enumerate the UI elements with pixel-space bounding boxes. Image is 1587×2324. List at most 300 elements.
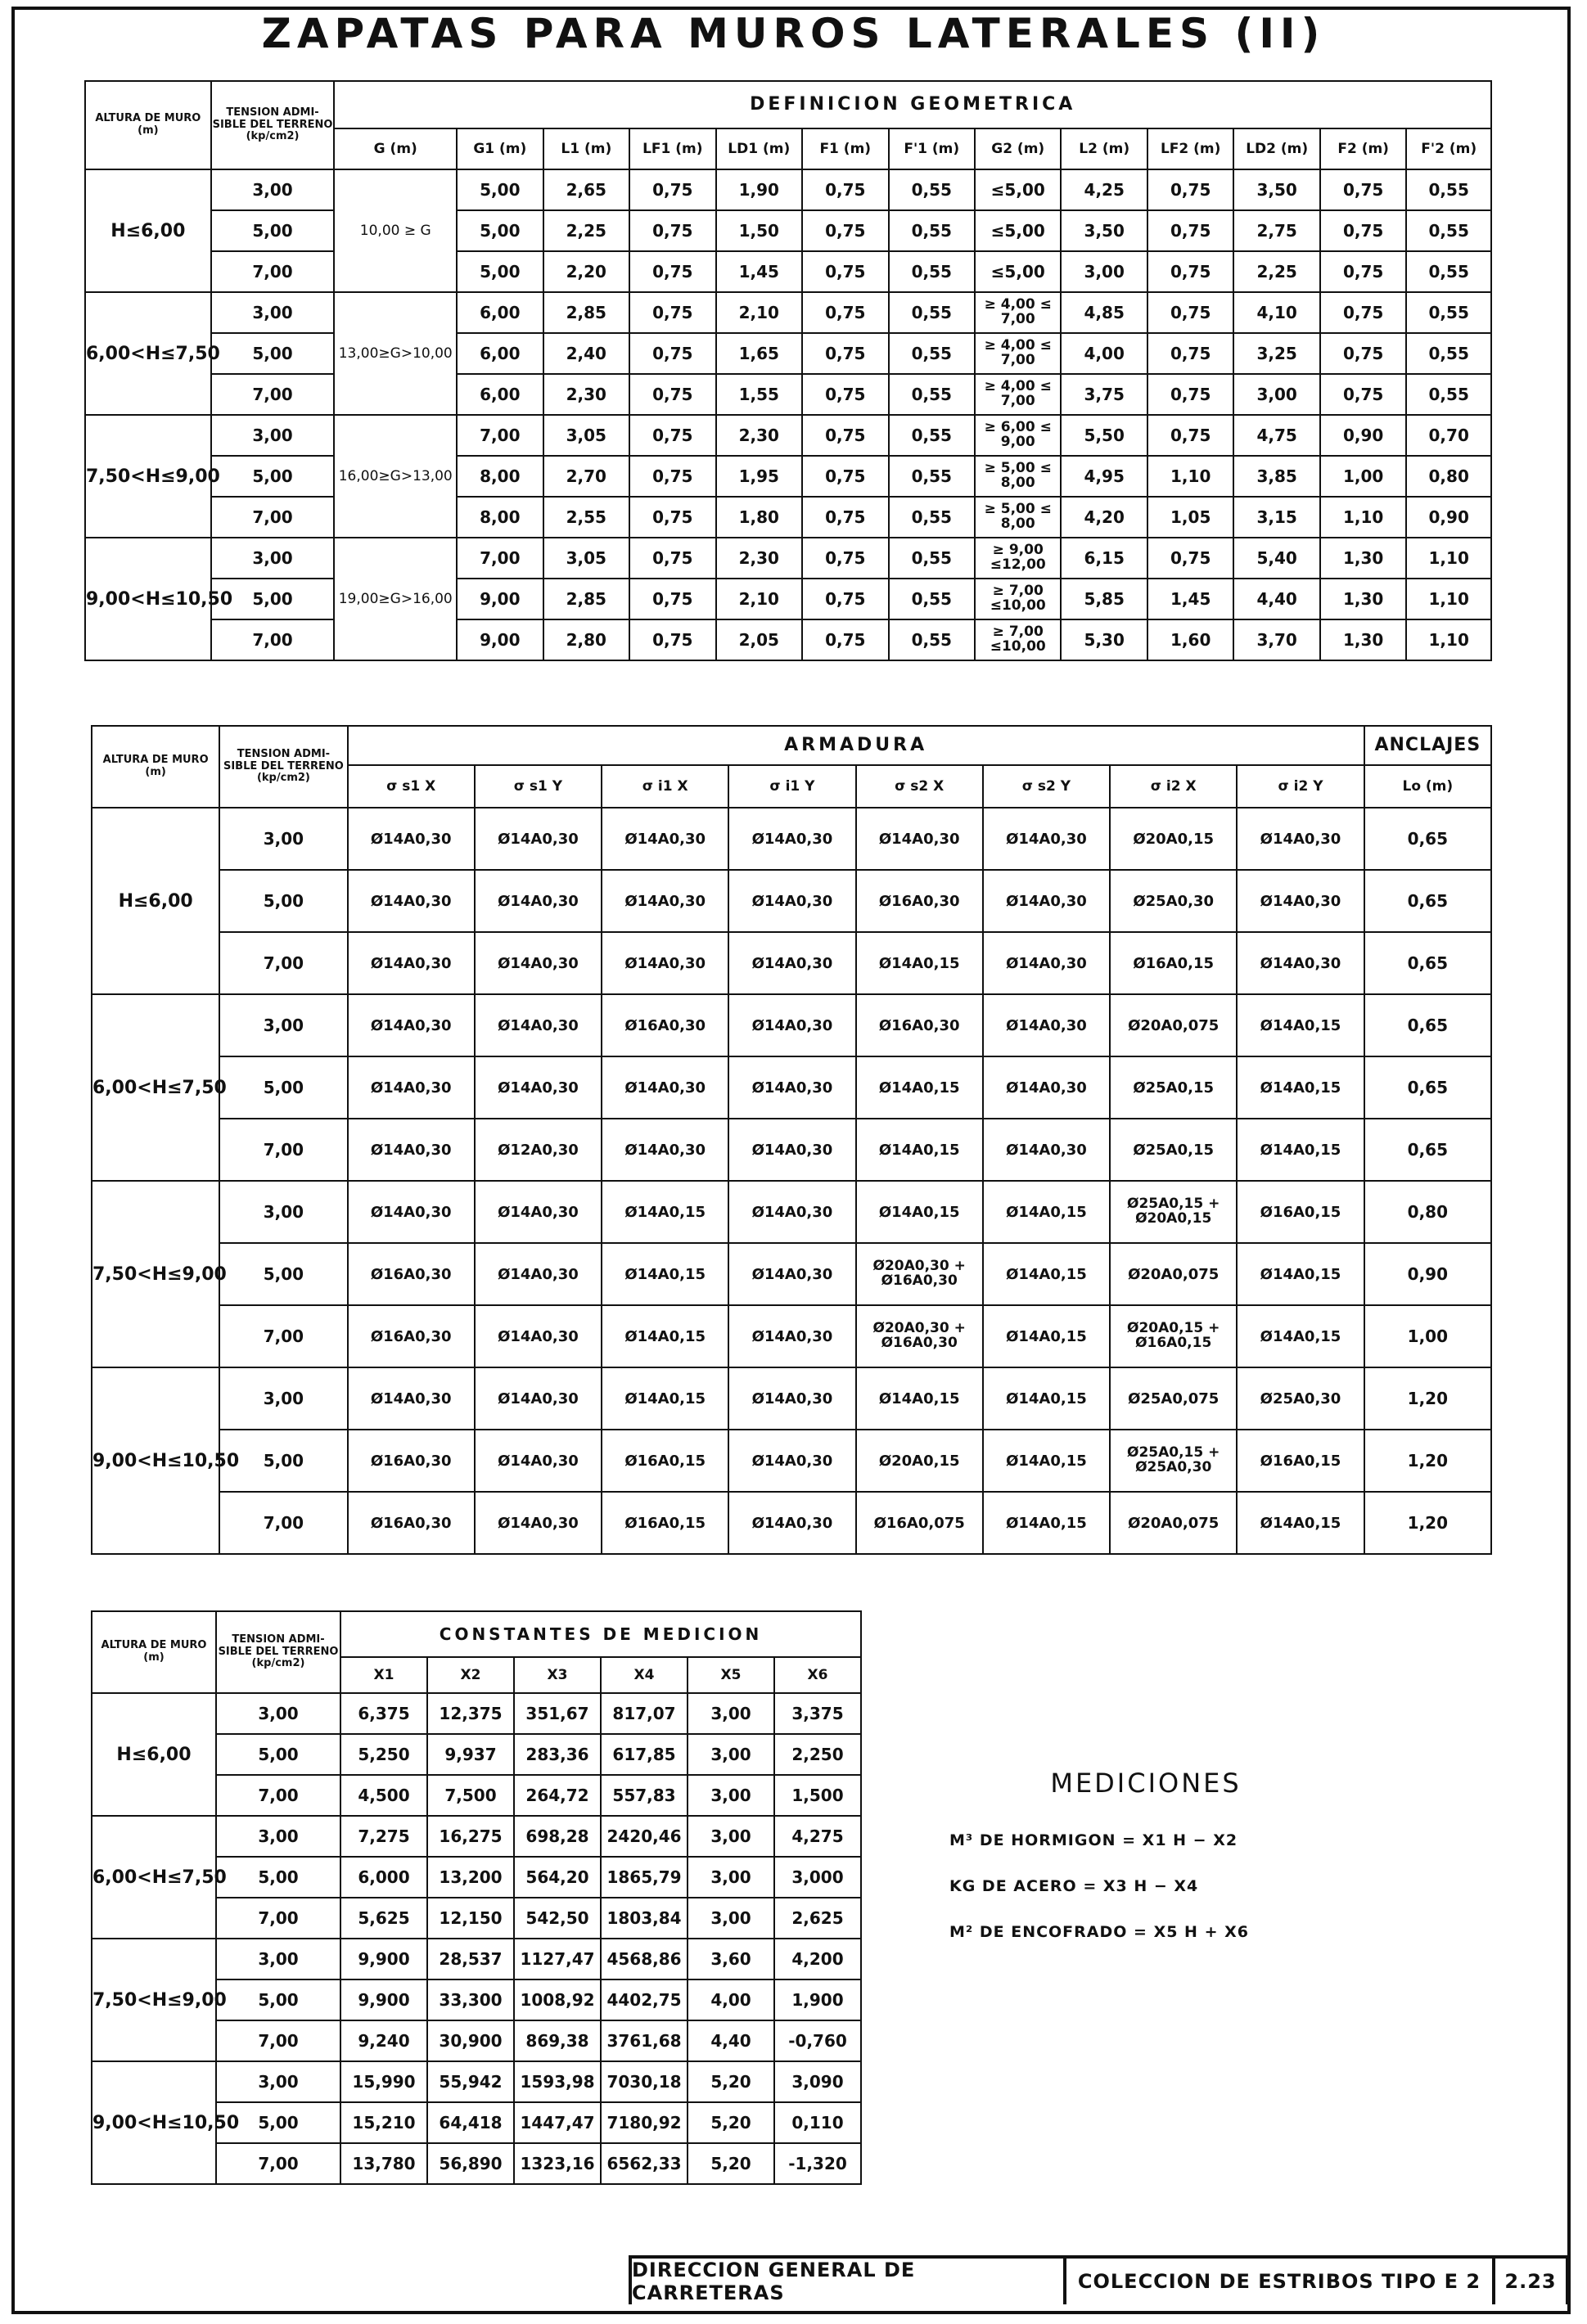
value-cell: 0,75 [1320, 210, 1406, 251]
tension-cell: 7,00 [216, 2143, 340, 2184]
column-header: LD1 (m) [716, 128, 802, 169]
tension-cell: 5,00 [211, 579, 335, 619]
value-cell: 3,85 [1233, 456, 1319, 497]
value-cell: 0,75 [629, 210, 715, 251]
tension-cell: 7,00 [211, 497, 335, 538]
value-cell: 0,70 [1406, 415, 1491, 456]
table-row [85, 333, 1491, 374]
rebar-cell: Ø16A0,15 [1110, 932, 1237, 994]
value-cell: 2,30 [716, 415, 802, 456]
value-cell: 4,95 [1061, 456, 1147, 497]
value-cell: 3,50 [1061, 210, 1147, 251]
tension-cell: 5,00 [216, 2102, 340, 2143]
value-cell: 1,80 [716, 497, 802, 538]
table-row [85, 292, 1491, 333]
rebar-cell: Ø14A0,15 [856, 1367, 983, 1430]
value-cell: 3,00 [1061, 251, 1147, 292]
column-header: L1 (m) [543, 128, 629, 169]
constant-cell: 1865,79 [601, 1857, 688, 1898]
value-cell: ≥ 4,00 ≤ 7,00 [975, 333, 1061, 374]
rebar-cell: Ø14A0,30 [348, 870, 475, 932]
rebar-cell: Ø14A0,30 [728, 1492, 855, 1554]
g-range-cell: 19,00≥G>16,00 [334, 538, 457, 660]
rebar-cell: Ø14A0,30 [728, 1243, 855, 1305]
value-cell: 1,10 [1406, 619, 1491, 660]
rebar-cell: Ø14A0,30 [728, 1181, 855, 1243]
value-cell: 0,55 [889, 456, 975, 497]
value-cell: 2,20 [543, 251, 629, 292]
rebar-cell: Ø14A0,15 [983, 1430, 1110, 1492]
value-cell: 6,00 [457, 374, 543, 415]
value-cell: 0,75 [802, 169, 888, 210]
value-cell: ≥ 7,00 ≤10,00 [975, 619, 1061, 660]
constant-cell: 4,500 [340, 1775, 427, 1816]
value-cell: 4,10 [1233, 292, 1319, 333]
rebar-cell: Ø20A0,075 [1110, 1243, 1237, 1305]
value-cell: 1,90 [716, 169, 802, 210]
value-cell: ≥ 5,00 ≤ 8,00 [975, 456, 1061, 497]
constant-cell: 264,72 [514, 1775, 601, 1816]
column-header: σ s1 X [348, 765, 475, 808]
constant-cell: 3,000 [774, 1857, 861, 1898]
rebar-cell: Ø16A0,30 [602, 994, 728, 1056]
rebar-cell: Ø14A0,30 [983, 808, 1110, 870]
value-cell: 0,75 [629, 292, 715, 333]
constant-cell: -1,320 [774, 2143, 861, 2184]
constant-cell: 5,625 [340, 1898, 427, 1939]
value-cell: 0,55 [889, 579, 975, 619]
mediciones-title: MEDICIONES [1050, 1768, 1242, 1799]
value-cell: 2,40 [543, 333, 629, 374]
tension-cell: 3,00 [219, 1181, 347, 1243]
rebar-cell: Ø14A0,30 [856, 808, 983, 870]
rebar-cell: Ø20A0,15 [1110, 808, 1237, 870]
value-cell: 5,00 [457, 169, 543, 210]
table-row [85, 579, 1491, 619]
value-cell: 8,00 [457, 497, 543, 538]
tension-cell: 5,00 [211, 333, 335, 374]
reinforcement-table [91, 725, 1492, 1555]
column-header: σ i1 X [602, 765, 728, 808]
rebar-cell: Ø14A0,15 [983, 1492, 1110, 1554]
rebar-cell: Ø14A0,30 [983, 1119, 1110, 1181]
altura-range-cell: 9,00<H≤10,50 [92, 2061, 216, 2184]
value-cell: ≤5,00 [975, 169, 1061, 210]
constant-cell: 28,537 [427, 1939, 514, 1979]
value-cell: 0,75 [629, 497, 715, 538]
value-cell: 0,55 [889, 210, 975, 251]
altura-range-cell: H≤6,00 [92, 1693, 216, 1816]
value-cell: ≤5,00 [975, 251, 1061, 292]
column-header: σ i2 X [1110, 765, 1237, 808]
rebar-cell: Ø16A0,30 [348, 1430, 475, 1492]
constant-cell: 12,375 [427, 1693, 514, 1734]
value-cell: 5,85 [1061, 579, 1147, 619]
geometry-heading: DEFINICION GEOMETRICA [334, 81, 1491, 128]
value-cell: 1,45 [1147, 579, 1233, 619]
rebar-cell: Ø14A0,30 [475, 1305, 602, 1367]
table-row [92, 1056, 1491, 1119]
tension-cell: 3,00 [211, 415, 335, 456]
tension-cell: 5,00 [219, 1056, 347, 1119]
value-cell: 2,75 [1233, 210, 1319, 251]
tension-cell: 5,00 [216, 1857, 340, 1898]
column-header: F1 (m) [802, 128, 888, 169]
value-cell: 0,75 [1147, 374, 1233, 415]
tension-cell: 5,00 [211, 456, 335, 497]
value-cell: 0,55 [889, 497, 975, 538]
tension-cell: 3,00 [216, 1816, 340, 1857]
value-cell: 0,75 [1147, 169, 1233, 210]
value-cell: 1,05 [1147, 497, 1233, 538]
value-cell: 0,55 [889, 415, 975, 456]
table-row [85, 169, 1491, 210]
footer-organization: DIRECCION GENERAL DE CARRETERAS [629, 2255, 1066, 2304]
footer-collection: COLECCION DE ESTRIBOS TIPO E 2 [1066, 2255, 1495, 2304]
constant-cell: 5,20 [688, 2143, 774, 2184]
constant-cell: 542,50 [514, 1898, 601, 1939]
rebar-cell: Ø14A0,15 [856, 1181, 983, 1243]
table-row [85, 415, 1491, 456]
title-block [629, 2255, 1569, 2304]
constant-cell: 3,60 [688, 1939, 774, 1979]
page-title: ZAPATAS PARA MUROS LATERALES (II) [261, 10, 1326, 57]
value-cell: 0,55 [889, 333, 975, 374]
value-cell: 0,75 [802, 538, 888, 579]
constant-cell: 1,900 [774, 1979, 861, 2020]
footer-page-number: 2.23 [1495, 2255, 1569, 2304]
value-cell: ≥ 4,00 ≤ 7,00 [975, 292, 1061, 333]
constant-cell: 3,00 [688, 1898, 774, 1939]
constant-cell: 12,150 [427, 1898, 514, 1939]
constant-cell: 617,85 [601, 1734, 688, 1775]
anchorage-cell: 1,20 [1364, 1430, 1491, 1492]
rebar-cell: Ø14A0,30 [348, 1367, 475, 1430]
value-cell: 0,55 [1406, 251, 1491, 292]
table-row [92, 808, 1491, 870]
rebar-cell: Ø14A0,15 [1237, 1305, 1364, 1367]
value-cell: 5,00 [457, 210, 543, 251]
rebar-cell: Ø14A0,15 [856, 1056, 983, 1119]
constant-cell: 6,000 [340, 1857, 427, 1898]
rebar-cell: Ø14A0,30 [728, 1305, 855, 1367]
value-cell: 3,15 [1233, 497, 1319, 538]
rebar-cell: Ø16A0,30 [348, 1492, 475, 1554]
tension-header: TENSION ADMI-SIBLE DEL TERRENO (kp/cm2) [211, 81, 335, 169]
value-cell: 2,05 [716, 619, 802, 660]
value-cell: 1,95 [716, 456, 802, 497]
rebar-cell: Ø20A0,30 + Ø16A0,30 [856, 1305, 983, 1367]
column-header: L2 (m) [1061, 128, 1147, 169]
table-row [92, 1181, 1491, 1243]
rebar-cell: Ø14A0,30 [602, 1056, 728, 1119]
constant-cell: 1127,47 [514, 1939, 601, 1979]
rebar-cell: Ø14A0,30 [728, 870, 855, 932]
constant-cell: 9,900 [340, 1979, 427, 2020]
value-cell: 3,70 [1233, 619, 1319, 660]
table-row [92, 1430, 1491, 1492]
rebar-cell: Ø14A0,30 [475, 932, 602, 994]
armadura-heading: ARMADURA [348, 726, 1364, 765]
rebar-cell: Ø20A0,15 + Ø16A0,15 [1110, 1305, 1237, 1367]
rebar-cell: Ø14A0,30 [1237, 870, 1364, 932]
column-header: σ s1 Y [475, 765, 602, 808]
constant-cell: -0,760 [774, 2020, 861, 2061]
column-header: G2 (m) [975, 128, 1061, 169]
constant-cell: 5,20 [688, 2102, 774, 2143]
constant-cell: 4,275 [774, 1816, 861, 1857]
constant-cell: 6562,33 [601, 2143, 688, 2184]
value-cell: 6,00 [457, 333, 543, 374]
column-header: LD2 (m) [1233, 128, 1319, 169]
rebar-cell: Ø14A0,30 [348, 994, 475, 1056]
altura-range-cell: 9,00<H≤10,50 [92, 1367, 219, 1554]
constant-cell: 1593,98 [514, 2061, 601, 2102]
value-cell: 0,75 [802, 579, 888, 619]
value-cell: 0,75 [629, 579, 715, 619]
column-header: LF2 (m) [1147, 128, 1233, 169]
constant-cell: 698,28 [514, 1816, 601, 1857]
value-cell: 0,80 [1406, 456, 1491, 497]
value-cell: ≥ 6,00 ≤ 9,00 [975, 415, 1061, 456]
constant-cell: 30,900 [427, 2020, 514, 2061]
rebar-cell: Ø25A0,15 + Ø25A0,30 [1110, 1430, 1237, 1492]
value-cell: 1,10 [1406, 538, 1491, 579]
table-row [92, 2061, 861, 2102]
constant-cell: 15,990 [340, 2061, 427, 2102]
rebar-cell: Ø14A0,30 [348, 808, 475, 870]
table-row [92, 1939, 861, 1979]
altura-range-cell: 6,00<H≤7,50 [92, 1816, 216, 1939]
anchorage-cell: 0,65 [1364, 932, 1491, 994]
rebar-cell: Ø14A0,30 [602, 1119, 728, 1181]
value-cell: 1,65 [716, 333, 802, 374]
value-cell: 0,75 [629, 169, 715, 210]
rebar-cell: Ø14A0,15 [602, 1367, 728, 1430]
column-header: σ i2 Y [1237, 765, 1364, 808]
constant-cell: 56,890 [427, 2143, 514, 2184]
constant-cell: 2,625 [774, 1898, 861, 1939]
rebar-cell: Ø14A0,30 [728, 1367, 855, 1430]
value-cell: 4,25 [1061, 169, 1147, 210]
constant-cell: 557,83 [601, 1775, 688, 1816]
rebar-cell: Ø14A0,30 [728, 994, 855, 1056]
rebar-cell: Ø16A0,15 [602, 1492, 728, 1554]
constant-cell: 7,275 [340, 1816, 427, 1857]
rebar-cell: Ø14A0,30 [728, 1056, 855, 1119]
value-cell: 0,75 [1320, 292, 1406, 333]
tension-cell: 7,00 [216, 1775, 340, 1816]
altura-range-cell: 6,00<H≤7,50 [85, 292, 211, 415]
constant-cell: 4402,75 [601, 1979, 688, 2020]
value-cell: 9,00 [457, 619, 543, 660]
altura-range-cell: H≤6,00 [85, 169, 211, 292]
rebar-cell: Ø14A0,15 [1237, 1243, 1364, 1305]
rebar-cell: Ø20A0,075 [1110, 1492, 1237, 1554]
value-cell: 3,05 [543, 538, 629, 579]
value-cell: 0,75 [1320, 374, 1406, 415]
value-cell: 0,75 [802, 619, 888, 660]
formula-encofrado: M² DE ENCOFRADO = X5 H + X6 [949, 1923, 1249, 1941]
anchorage-cell: 0,65 [1364, 1056, 1491, 1119]
rebar-cell: Ø14A0,30 [348, 1181, 475, 1243]
value-cell: 1,10 [1147, 456, 1233, 497]
tension-cell: 7,00 [219, 932, 347, 994]
tension-cell: 3,00 [216, 1939, 340, 1979]
altura-range-cell: 9,00<H≤10,50 [85, 538, 211, 660]
constant-cell: 564,20 [514, 1857, 601, 1898]
constant-cell: 3,090 [774, 2061, 861, 2102]
constant-cell: 7030,18 [601, 2061, 688, 2102]
constant-cell: 4,200 [774, 1939, 861, 1979]
rebar-cell: Ø16A0,15 [1237, 1430, 1364, 1492]
rebar-cell: Ø14A0,30 [475, 1367, 602, 1430]
rebar-cell: Ø16A0,15 [602, 1430, 728, 1492]
tension-cell: 3,00 [219, 1367, 347, 1430]
rebar-cell: Ø14A0,30 [983, 1056, 1110, 1119]
value-cell: ≥ 5,00 ≤ 8,00 [975, 497, 1061, 538]
anchorage-cell: 0,65 [1364, 1119, 1491, 1181]
tension-cell: 3,00 [211, 538, 335, 579]
table-row [92, 1492, 1491, 1554]
value-cell: 2,85 [543, 579, 629, 619]
constantes-heading: CONSTANTES DE MEDICION [340, 1611, 861, 1657]
value-cell: 5,40 [1233, 538, 1319, 579]
anclajes-heading: ANCLAJES [1364, 726, 1491, 765]
value-cell: 4,75 [1233, 415, 1319, 456]
constant-cell: 3,00 [688, 1693, 774, 1734]
altura-range-cell: H≤6,00 [92, 808, 219, 994]
column-header: σ s2 Y [983, 765, 1110, 808]
rebar-cell: Ø25A0,15 [1110, 1056, 1237, 1119]
constant-cell: 3,00 [688, 1816, 774, 1857]
tension-header: TENSION ADMI-SIBLE DEL TERRENO (kp/cm2) [216, 1611, 340, 1693]
rebar-cell: Ø14A0,30 [602, 808, 728, 870]
value-cell: ≥ 7,00 ≤10,00 [975, 579, 1061, 619]
constant-cell: 33,300 [427, 1979, 514, 2020]
rebar-cell: Ø14A0,15 [856, 932, 983, 994]
rebar-cell: Ø20A0,15 [856, 1430, 983, 1492]
tension-cell: 5,00 [216, 1979, 340, 2020]
value-cell: 0,75 [802, 292, 888, 333]
altura-range-cell: 7,50<H≤9,00 [85, 415, 211, 538]
constant-cell: 3761,68 [601, 2020, 688, 2061]
value-cell: 0,55 [1406, 169, 1491, 210]
rebar-cell: Ø14A0,30 [983, 870, 1110, 932]
value-cell: 0,55 [889, 374, 975, 415]
constant-cell: 1447,47 [514, 2102, 601, 2143]
value-cell: 2,30 [716, 538, 802, 579]
value-cell: 5,50 [1061, 415, 1147, 456]
value-cell: 2,70 [543, 456, 629, 497]
tension-cell: 7,00 [211, 374, 335, 415]
rebar-cell: Ø14A0,30 [348, 932, 475, 994]
altura-header: ALTURA DE MURO (m) [85, 81, 211, 169]
tension-cell: 7,00 [216, 1898, 340, 1939]
constant-cell: 351,67 [514, 1693, 601, 1734]
constant-cell: 1323,16 [514, 2143, 601, 2184]
constant-cell: 5,250 [340, 1734, 427, 1775]
value-cell: 0,75 [802, 497, 888, 538]
value-cell: 0,55 [889, 619, 975, 660]
constant-cell: 7180,92 [601, 2102, 688, 2143]
value-cell: 7,00 [457, 415, 543, 456]
column-header: F2 (m) [1320, 128, 1406, 169]
altura-header: ALTURA DE MURO (m) [92, 1611, 216, 1693]
value-cell: 2,55 [543, 497, 629, 538]
rebar-cell: Ø14A0,15 [1237, 1119, 1364, 1181]
rebar-cell: Ø14A0,15 [856, 1119, 983, 1181]
column-header: G1 (m) [457, 128, 543, 169]
tension-cell: 5,00 [219, 1430, 347, 1492]
rebar-cell: Ø14A0,30 [475, 1243, 602, 1305]
rebar-cell: Ø16A0,30 [348, 1243, 475, 1305]
column-header: X1 [340, 1657, 427, 1693]
value-cell: 0,75 [802, 251, 888, 292]
table-row [92, 1119, 1491, 1181]
rebar-cell: Ø14A0,30 [1237, 932, 1364, 994]
value-cell: 2,30 [543, 374, 629, 415]
constant-cell: 2,250 [774, 1734, 861, 1775]
value-cell: 0,55 [889, 538, 975, 579]
column-header: σ i1 Y [728, 765, 855, 808]
rebar-cell: Ø16A0,30 [856, 870, 983, 932]
rebar-cell: Ø14A0,15 [983, 1305, 1110, 1367]
value-cell: 0,75 [802, 415, 888, 456]
altura-range-cell: 6,00<H≤7,50 [92, 994, 219, 1181]
constant-cell: 3,00 [688, 1857, 774, 1898]
value-cell: 3,50 [1233, 169, 1319, 210]
table-row [92, 1305, 1491, 1367]
table-row [92, 994, 1491, 1056]
tension-cell: 5,00 [211, 210, 335, 251]
value-cell: 0,90 [1320, 415, 1406, 456]
column-header: X3 [514, 1657, 601, 1693]
tension-cell: 3,00 [216, 2061, 340, 2102]
rebar-cell: Ø16A0,30 [856, 994, 983, 1056]
value-cell: 0,75 [1147, 251, 1233, 292]
constant-cell: 6,375 [340, 1693, 427, 1734]
rebar-cell: Ø14A0,15 [602, 1243, 728, 1305]
rebar-cell: Ø14A0,30 [983, 994, 1110, 1056]
rebar-cell: Ø14A0,30 [475, 1492, 602, 1554]
table-row [85, 210, 1491, 251]
value-cell: 0,90 [1406, 497, 1491, 538]
rebar-cell: Ø14A0,15 [983, 1181, 1110, 1243]
value-cell: 2,80 [543, 619, 629, 660]
altura-range-cell: 7,50<H≤9,00 [92, 1939, 216, 2061]
column-header: X5 [688, 1657, 774, 1693]
tension-cell: 7,00 [219, 1492, 347, 1554]
rebar-cell: Ø14A0,30 [475, 1430, 602, 1492]
anchorage-cell: 1,00 [1364, 1305, 1491, 1367]
constant-cell: 869,38 [514, 2020, 601, 2061]
constant-cell: 1,500 [774, 1775, 861, 1816]
constant-cell: 9,900 [340, 1939, 427, 1979]
value-cell: 0,75 [802, 374, 888, 415]
rebar-cell: Ø14A0,30 [728, 1119, 855, 1181]
value-cell: 0,55 [889, 169, 975, 210]
anchorage-cell: 0,65 [1364, 870, 1491, 932]
value-cell: 0,75 [1320, 169, 1406, 210]
value-cell: 1,60 [1147, 619, 1233, 660]
value-cell: 0,75 [1147, 415, 1233, 456]
constant-cell: 3,00 [688, 1734, 774, 1775]
value-cell: 0,75 [629, 374, 715, 415]
value-cell: 0,75 [629, 538, 715, 579]
anchorage-cell: 0,90 [1364, 1243, 1491, 1305]
value-cell: 0,75 [1320, 333, 1406, 374]
